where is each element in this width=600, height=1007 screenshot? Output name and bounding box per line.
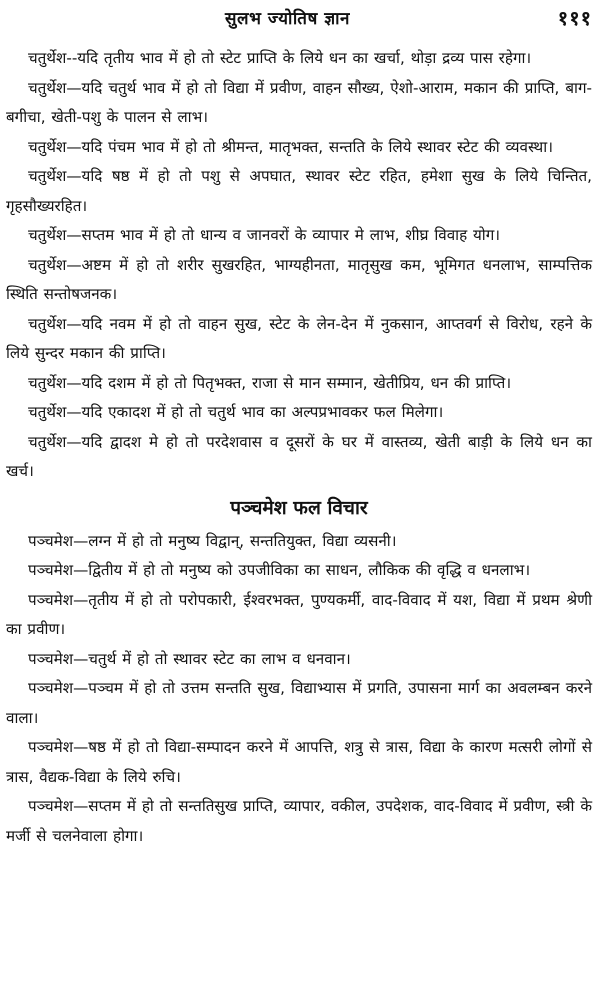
paragraph-s1-5: चतुर्थेश—सप्तम भाव में हो तो धान्य व जानवरों के व्यापार मे लाभ, शीघ्र विवाह योग। [28, 226, 501, 244]
paragraph-s2-1: पञ्चमेश—लग्न में हो तो मनुष्य विद्वान्, सन्ततियुक्त, विद्या व्यसनी। [28, 531, 397, 550]
paragraph-s2-5: पञ्चमेश—पञ्चम में हो तो उत्तम सन्तति सुख, विद्याभ्यास में प्रगति, उपासना मार्ग का अवलम्बन करने वाला। [6, 679, 592, 727]
paragraph-s1-7: चतुर्थेश—यदि नवम में हो तो वाहन सुख, स्टेट के लेन-देन में नुकसान, आप्तवर्ग से विरोध, रहने के लिये सुन्दर मकान की प्राप्ति। [6, 314, 592, 362]
paragraph-s2-2: पञ्चमेश—द्वितीय में हो तो मनुष्य को उपजीविका का साधन, लौकिक की वृद्धि व धनलाभ। [28, 561, 531, 579]
paragraph-s2-7: पञ्चमेश—सप्तम में हो तो सन्ततिसुख प्राप्ति, व्यापार, वकील, उपदेशक, वाद-विवाद में प्रवीण, स्त्री के मर्जी से चलनेवाला होगा। [6, 797, 592, 845]
page-body [6, 44, 592, 851]
paragraph-s1-8: चतुर्थेश—यदि दशम में हो तो पितृभक्त, राजा से मान सम्मान, खेतीप्रिय, धन की प्राप्ति। [28, 373, 512, 392]
running-header [0, 4, 600, 34]
paragraph-s1-9: चतुर्थेश—यदि एकादश में हो तो चतुर्थ भाव का अल्पप्रभावकर फल मिलेगा। [28, 403, 444, 421]
paragraph-s1-3: चतुर्थेश—यदि पंचम भाव में हो तो श्रीमन्त, मातृभक्त, सन्तति के लिये स्थावर स्टेट की व्यवस्था। [28, 137, 553, 156]
paragraph-s2-6: पञ्चमेश—षष्ठ में हो तो विद्या-सम्पादन करने में आपत्ति, शत्रु से त्रास, विद्या के कारण मत्सरी लोगों से त्रास, वैद्यक-विद्या के लिये रुचि। [6, 738, 592, 786]
paragraph-s2-3: पञ्चमेश—तृतीय में हो तो परोपकारी, ईश्वरभक्त, पुण्यकर्मी, वाद-विवाद में यश, विद्या में प्रथम श्रेणी का प्रवीण। [6, 590, 592, 638]
page-number: १११ [557, 6, 592, 30]
paragraph-s2-4: पञ्चमेश—चतुर्थ में हो तो स्थावर स्टेट का लाभ व धनवान। [28, 649, 351, 668]
header-title: सुलभ ज्योतिष ज्ञान [225, 9, 350, 29]
paragraph-s1-1: चतुर्थेश--यदि तृतीय भाव में हो तो स्टेट प्राप्ति के लिये धन का खर्चा, थोड़ा द्रव्य पास रहेगा। [28, 49, 532, 67]
section-heading: पञ्चमेश फल विचार [230, 496, 368, 519]
paragraph-s1-2: चतुर्थेश—यदि चतुर्थ भाव में हो तो विद्या में प्रवीण, वाहन सौख्य, ऐशो-आराम, मकान की प्राप्ति, बाग-बगीचा, खेती-पशु के पालन से लाभ। [6, 78, 592, 126]
paragraph-s1-10: चतुर्थेश—यदि द्वादश मे हो तो परदेशवास व दूसरों के घर में वास्तव्य, खेती बाड़ी के लिये धन का खर्च। [6, 432, 592, 480]
paragraph-s1-6: चतुर्थेश—अष्टम में हो तो शरीर सुखरहित, भाग्यहीनता, मातृसुख कम, भूमिगत धनलाभ, साम्पत्तिक स्थिति सन्तोषजनक। [6, 255, 592, 303]
paragraph-s1-4: चतुर्थेश—यदि षष्ठ में हो तो पशु से अपघात, स्थावर स्टेट रहित, हमेशा सुख के लिये चिन्तित, गृहसौख्यरहित। [6, 167, 592, 215]
